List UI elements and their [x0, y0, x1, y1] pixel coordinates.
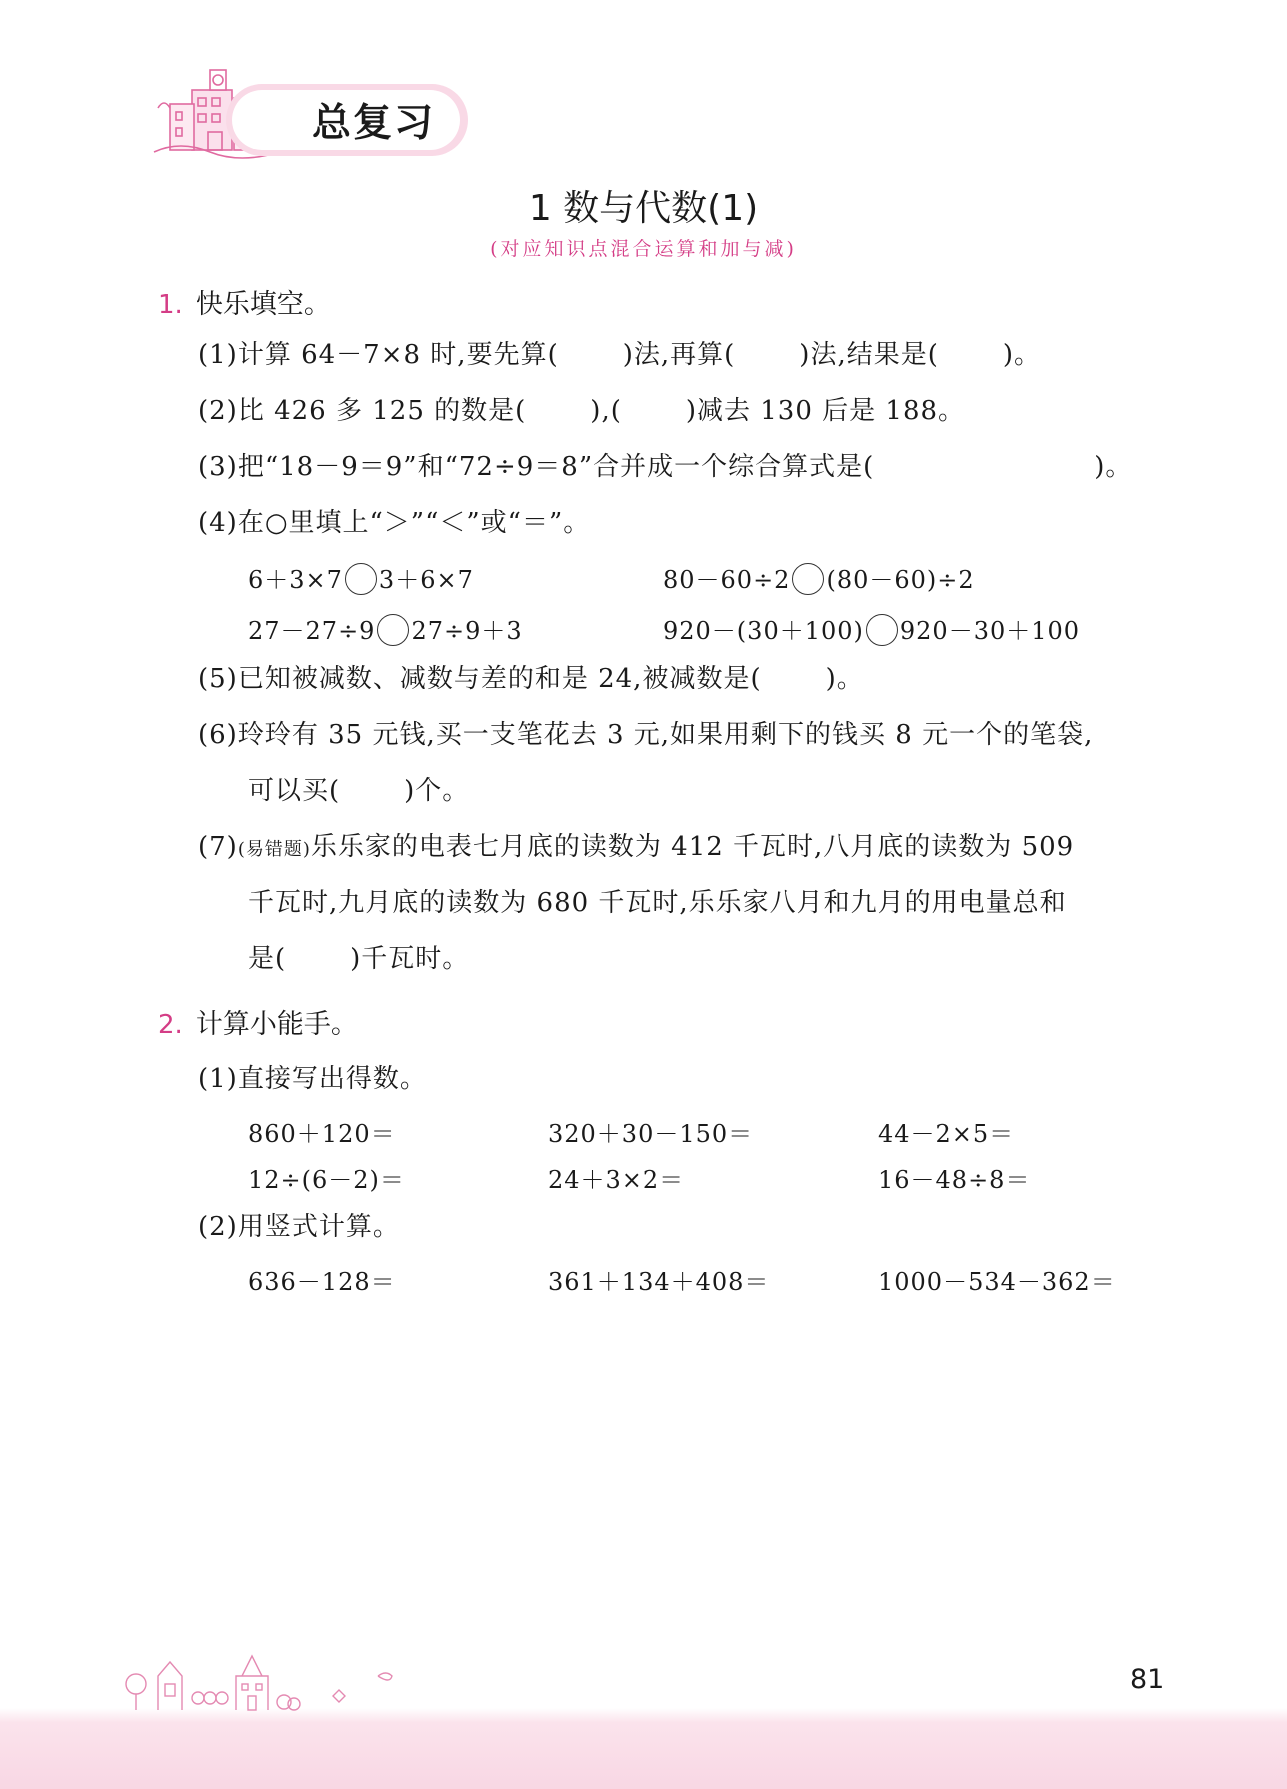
q1-item-5-text-a: (5)已知被减数、减数与差的和是 24,被减数是( [198, 664, 762, 694]
q1-item-6-line-2 [248, 770, 469, 807]
q1-item-7-line-3 [248, 938, 469, 975]
q1-item-1-text-c: )法,结果是( [799, 340, 939, 370]
compare-expr-3 [248, 611, 523, 646]
q1-item-7-text-a: 是( [248, 944, 287, 974]
q2-header [158, 1002, 358, 1041]
compare-left: 80－60÷2 [663, 566, 791, 594]
q1-item-7-line-1 [198, 826, 1074, 863]
oral-calc: 24＋3×2＝ [548, 1166, 685, 1194]
oral-calc: 320＋30－150＝ [548, 1120, 754, 1148]
q1-item-2 [198, 390, 965, 427]
compare-circle[interactable] [866, 614, 898, 646]
compare-right: 3＋6×7 [378, 566, 474, 594]
compare-expr-2 [663, 560, 975, 595]
oral-calc: 12÷(6－2)＝ [248, 1166, 405, 1194]
q1-item-6-text-a: 可以买( [248, 776, 341, 806]
compare-circle[interactable] [792, 563, 824, 595]
q1-item-3-text-a: (3)把“18－9＝9”和“72÷9＝8”合并成一个综合算式是( [198, 452, 875, 482]
banner-title: 总复习 [312, 101, 436, 146]
q1-number: 1. [158, 290, 183, 320]
compare-left: 920－(30＋100) [663, 617, 864, 645]
q1-item-1-text-a: (1)计算 64－7×8 时,要先算( [198, 340, 559, 370]
compare-expr-4 [663, 611, 1080, 646]
page-number: 81 [1130, 1664, 1165, 1695]
compare-circle[interactable] [345, 563, 377, 595]
oral-calc: 16－48÷8＝ [878, 1166, 1031, 1194]
compare-left: 6＋3×7 [248, 566, 343, 594]
oral-calc: 44－2×5＝ [878, 1120, 1015, 1148]
lesson-title: 1 数与代数(1) [528, 188, 759, 229]
vertical-calc: 636－128＝ [248, 1268, 396, 1296]
q1-item-3 [198, 446, 1132, 483]
q1-item-5 [198, 658, 864, 695]
q1-item-6-line-1: (6)玲玲有 35 元钱,买一支笔花去 3 元,如果用剩下的钱买 8 元一个的笔袋, [198, 720, 1094, 750]
compare-right: 27÷9＋3 [411, 617, 523, 645]
q1-item-7-text-b: )千瓦时。 [350, 944, 470, 974]
q1-item-1-text-d: )。 [1002, 340, 1042, 370]
compare-right: 920－30＋100 [899, 617, 1081, 645]
q2-number: 2. [158, 1010, 183, 1040]
q1-item-4: (4)在○里填上“＞”“＜”或“＝”。 [198, 508, 591, 538]
compare-left: 27－27÷9 [248, 617, 376, 645]
q1-item-2-text-a: (2)比 426 多 125 的数是( [198, 396, 527, 426]
q2-title: 计算小能手。 [195, 1009, 358, 1040]
q1-item-7-prefix: (7) [198, 832, 238, 862]
compare-circle[interactable] [377, 614, 409, 646]
q1-title: 快乐填空。 [195, 289, 331, 320]
footer-band [0, 1708, 1287, 1789]
compare-expr-1 [248, 560, 474, 595]
q1-item-5-text-b: )。 [825, 664, 864, 694]
q1-item-2-text-c: )减去 130 后是 188。 [685, 396, 966, 426]
q1-item-1-text-b: )法,再算( [622, 340, 736, 370]
vertical-calc: 1000－534－362＝ [878, 1268, 1116, 1296]
q1-item-7-text-1: 乐乐家的电表七月底的读数为 412 千瓦时,八月底的读数为 509 [310, 832, 1075, 862]
error-prone-tag: (易错题) [237, 839, 311, 860]
lesson-subtitle: (对应知识点混合运算和加与减) [490, 238, 797, 260]
q2-section-2: (2)用竖式计算。 [198, 1212, 400, 1242]
q1-item-7-line-2: 千瓦时,九月底的读数为 680 千瓦时,乐乐家八月和九月的用电量总和 [248, 888, 1067, 918]
town-illustration [118, 1646, 418, 1716]
q2-section-1: (1)直接写出得数。 [198, 1064, 427, 1094]
compare-right: (80－60)÷2 [826, 566, 975, 594]
q1-item-1 [198, 334, 1041, 371]
q1-item-2-text-b: ),( [590, 396, 622, 426]
vertical-calc: 361＋134＋408＝ [548, 1268, 770, 1296]
q1-item-6-text-b: )个。 [404, 776, 470, 806]
q1-header [158, 282, 331, 321]
oral-calc: 860＋120＝ [248, 1120, 396, 1148]
q1-item-3-text-b: )。 [1094, 452, 1133, 482]
